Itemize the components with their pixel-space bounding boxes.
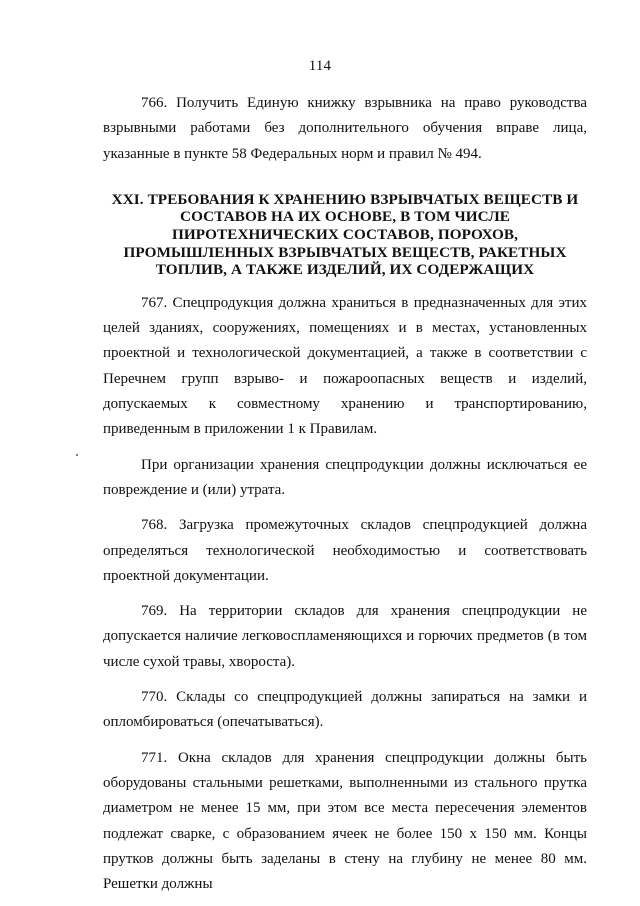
page-number: 114 bbox=[308, 58, 332, 74]
spacer bbox=[103, 589, 587, 599]
paragraph-766: 766. Получить Единую книжку взрывника на право руководства взрывными работами без дополнительного обучения вправе лица, указанные в пункте 58 Федеральных норм и правил № 494. bbox=[103, 95, 587, 162]
spacer bbox=[103, 167, 587, 191]
spacer bbox=[103, 675, 587, 685]
paragraph-768: 768. Загрузка промежуточных складов спецпродукцией должна определяться технологической необходимостью и соответствовать проектной документации. bbox=[103, 517, 587, 584]
spacer bbox=[103, 443, 587, 453]
spacer bbox=[103, 503, 587, 513]
spacer bbox=[103, 279, 587, 291]
spacer bbox=[103, 736, 587, 746]
paragraph-767: 767. Спецпродукция должна храниться в предназначенных для этих целей зданиях, сооружениях, помещениях и в местах, установленных проектной и технологической документацией, а также в соответствии с Перечнем групп взрыво- и пожароопасных веществ и изделий, допускаемых к совместному хранению и транспортированию, приведенным в приложении 1 к Правилам. bbox=[103, 294, 587, 438]
section-heading: XXI. ТРЕБОВАНИЯ К ХРАНЕНИЮ ВЗРЫВЧАТЫХ ВЕЩЕСТВ И СОСТАВОВ НА ИХ ОСНОВЕ, В ТОМ ЧИСЛЕ ПИРОТЕХНИЧЕСКИХ СОСТАВОВ, ПОРОХОВ, ПРОМЫШЛЕННЫХ ВЗРЫВЧАТЫХ ВЕЩЕСТВ, РАКЕТНЫХ ТОПЛИВ, А ТАКЖЕ ИЗДЕЛИЙ, ИХ СОДЕРЖАЩИХ bbox=[111, 190, 579, 279]
paragraph-771: 771. Окна складов для хранения спецпродукции должны быть оборудованы стальными решетками, выполненными из стального прутка диаметром не менее 15 мм, при этом все места пересечения элементов подлежат сварке, с образованием ячеек не более 150 х 150 мм. Концы прутков должны быть заделаны в стену на глубину не менее 80 мм. Решетки должны bbox=[103, 749, 587, 893]
paragraph-769: 769. На территории складов для хранения спецпродукции не допускается наличие легковоспламеняющихся и горючих предметов (в том числе сухой травы, хвороста). bbox=[103, 603, 587, 670]
scan-speck bbox=[76, 454, 78, 456]
paragraph-767-note: При организации хранения спецпродукции должны исключаться ее повреждение и (или) утрата. bbox=[103, 456, 587, 498]
paragraph-770: 770. Склады со спецпродукцией должны запираться на замки и опломбироваться (опечатываться). bbox=[103, 689, 587, 731]
page-body bbox=[103, 91, 587, 897]
